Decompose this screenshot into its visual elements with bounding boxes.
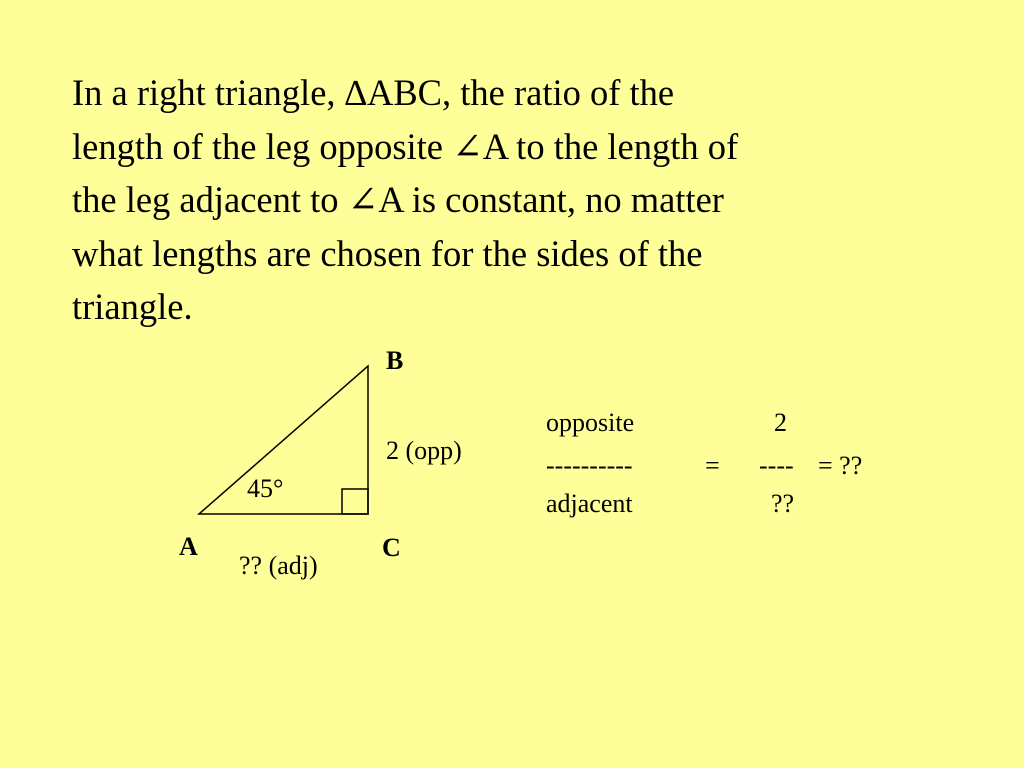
ratio-numerator-value: 2 — [774, 408, 787, 437]
paragraph-line-5: triangle. — [72, 286, 193, 327]
ratio-result: = ?? — [818, 451, 863, 480]
ratio-denominator-value: ?? — [771, 489, 795, 518]
paragraph-line-1: In a right triangle, ∆ABC, the ratio of the — [72, 72, 675, 113]
ratio-fraction-bar-word: ---------- — [546, 451, 633, 480]
paragraph-line-2: length of the leg opposite ∠A to the length of — [72, 125, 739, 167]
vertex-c-label: C — [382, 533, 401, 562]
paragraph-line-3: the leg adjacent to ∠A is constant, no matter — [72, 179, 724, 220]
paragraph-line-4: what lengths are chosen for the sides of the — [72, 232, 703, 274]
vertex-a-label: A — [179, 532, 198, 561]
opposite-side-label: 2 (opp) — [386, 436, 462, 465]
ratio-equals-sign: = — [705, 451, 720, 480]
angle-label: 45° — [247, 474, 284, 503]
ratio-fraction-bar-value: ---- — [759, 451, 794, 480]
vertex-b-label: B — [386, 346, 404, 375]
ratio-numerator-word: opposite — [546, 408, 635, 437]
ratio-denominator-word: adjacent — [546, 489, 633, 518]
right-angle-marker — [342, 489, 368, 514]
adjacent-side-label: ?? (adj) — [239, 551, 318, 580]
